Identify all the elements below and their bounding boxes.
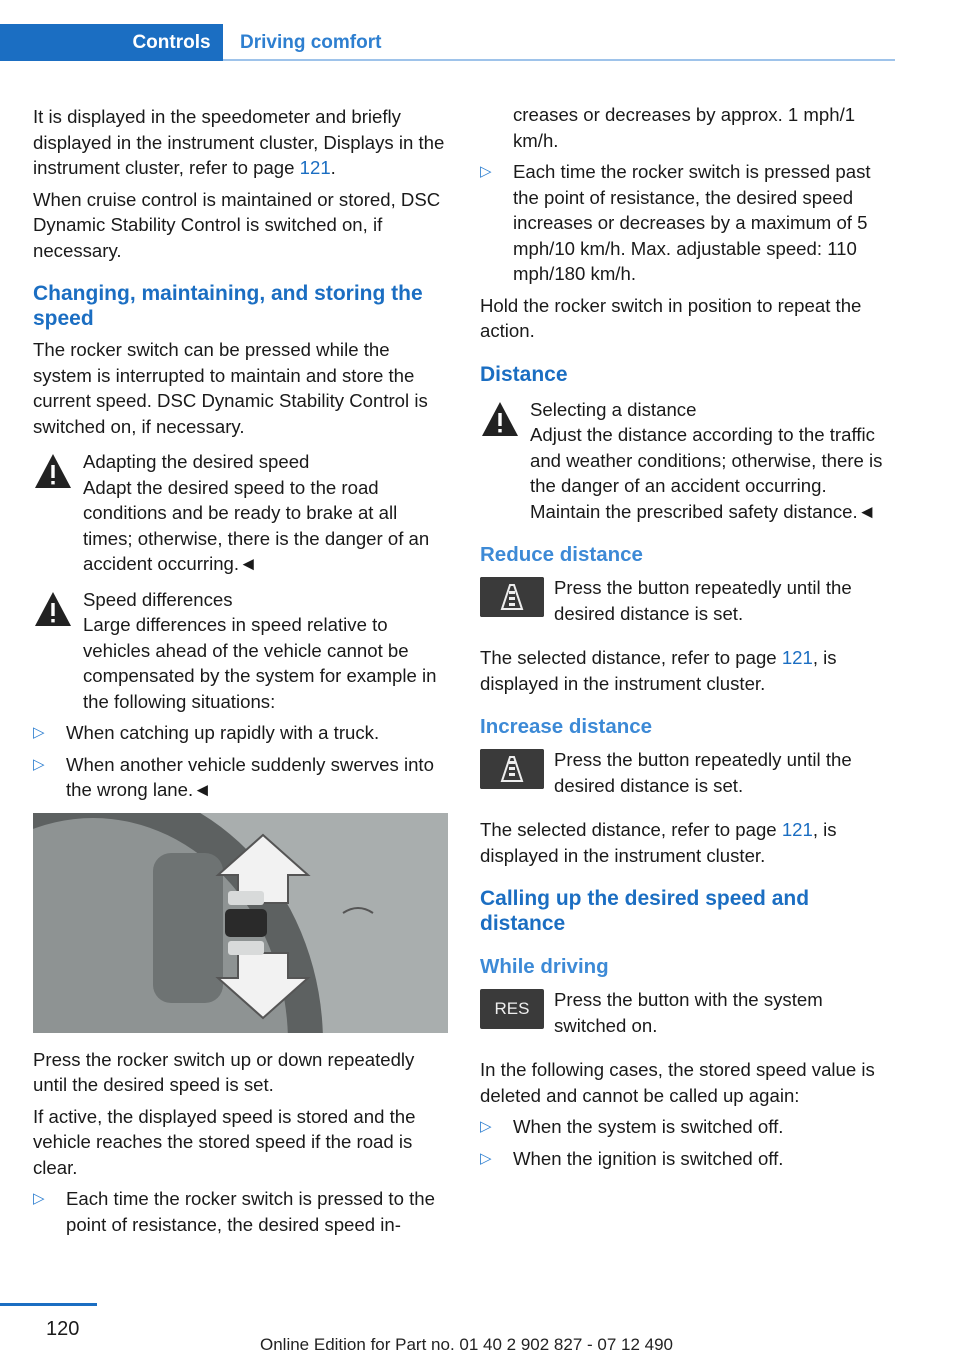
paragraph: When cruise control is maintained or stored, DSC Dynamic Stability Control is switched on, if necessary. bbox=[33, 188, 441, 261]
triangle-bullet-icon: ▷ bbox=[33, 724, 45, 741]
page-link[interactable]: 121 bbox=[299, 157, 331, 178]
paragraph bbox=[480, 817, 898, 868]
warning-title: Adapting the desired speed bbox=[83, 451, 310, 472]
triangle-bullet-icon: ▷ bbox=[480, 1149, 492, 1167]
triangle-bullet-icon: ▷ bbox=[33, 755, 45, 773]
warning-icon bbox=[33, 589, 73, 629]
list-item bbox=[33, 752, 451, 803]
list-item bbox=[33, 1186, 451, 1237]
warning-block bbox=[33, 449, 451, 577]
res-block bbox=[480, 987, 898, 1043]
warning-block bbox=[33, 587, 451, 715]
list-item bbox=[480, 1146, 898, 1172]
paragraph bbox=[33, 104, 451, 181]
paragraph: If active, the displayed speed is stored and the vehicle reaches the stored speed if the road is clear. bbox=[33, 1105, 416, 1178]
header-rule bbox=[223, 59, 895, 61]
bullet-list bbox=[480, 159, 898, 287]
list-item bbox=[33, 720, 451, 746]
text: The selected distance, refer to page bbox=[480, 647, 782, 668]
paragraph: The rocker switch can be pressed while the system is interrupted to maintain and store the current speed. DSC Dynamic Stability Control is switched on, if necessary. bbox=[33, 339, 428, 437]
increase-distance-button-icon bbox=[480, 749, 544, 789]
list-item bbox=[480, 1114, 898, 1140]
paragraph bbox=[480, 645, 898, 696]
subsection-heading: Reduce distance bbox=[480, 543, 643, 566]
page-link[interactable]: 121 bbox=[781, 647, 813, 668]
section-heading: Distance bbox=[480, 362, 568, 386]
reduce-distance-button-icon bbox=[480, 577, 544, 617]
bullet-list bbox=[33, 720, 451, 803]
button-description: Press the button repeatedly until the desired distance is set. bbox=[554, 577, 852, 624]
rocker-switch-illustration bbox=[33, 813, 448, 1033]
section-heading: Calling up the desired speed and distance bbox=[480, 887, 810, 935]
warning-icon bbox=[33, 451, 73, 491]
right-column bbox=[480, 102, 898, 1177]
text: . bbox=[330, 157, 336, 178]
bullet-list bbox=[33, 1186, 451, 1237]
warning-title: Selecting a distance bbox=[530, 398, 697, 420]
bullet-list bbox=[480, 1114, 898, 1171]
paragraph: In the following cases, the stored speed value is deleted and cannot be called up again: bbox=[480, 1059, 875, 1106]
increase-distance-block bbox=[480, 747, 898, 803]
tab-driving-comfort[interactable]: Driving comfort bbox=[240, 32, 382, 53]
steering-wheel-photo bbox=[33, 813, 448, 1033]
text: When the ignition is switched off. bbox=[513, 1147, 784, 1169]
triangle-bullet-icon: ▷ bbox=[480, 163, 492, 180]
text: , is displayed in the instrument cluster. bbox=[480, 647, 837, 694]
reduce-distance-block bbox=[480, 575, 898, 631]
text: Each time the rocker switch is pressed to the point of resistance, the desired speed in- bbox=[66, 1188, 435, 1235]
triangle-bullet-icon: ▷ bbox=[480, 1118, 492, 1135]
warning-body: Adapt the desired speed to the road conditions and be ready to brake at all times; otherwise, there is the danger of an accident occurring.◄ bbox=[83, 476, 430, 574]
section-heading: Changing, maintaining, and storing the speed bbox=[33, 282, 423, 330]
left-column bbox=[33, 104, 451, 1243]
text: When catching up rapidly with a truck. bbox=[66, 722, 380, 743]
continued-text: creases or decreases by approx. 1 mph/1 km/h. bbox=[513, 104, 856, 151]
list-item bbox=[480, 159, 898, 287]
page-number: 120 bbox=[46, 1318, 80, 1340]
button-description: Press the button repeatedly until the desired distance is set. bbox=[554, 749, 852, 796]
text: The selected distance, refer to page bbox=[480, 819, 782, 840]
subsection-heading: While driving bbox=[480, 955, 609, 978]
warning-icon bbox=[480, 399, 520, 439]
tab-controls[interactable]: Controls bbox=[132, 32, 211, 53]
warning-title: Speed differences bbox=[83, 588, 233, 610]
triangle-bullet-icon: ▷ bbox=[33, 1190, 45, 1207]
subsection-heading: Increase distance bbox=[480, 715, 653, 738]
paragraph: Hold the rocker switch in position to repeat the action. bbox=[480, 294, 862, 341]
footer-rule bbox=[0, 1303, 97, 1306]
text: When another vehicle suddenly swerves into the wrong lane.◄ bbox=[66, 753, 434, 800]
button-description: Press the button with the system switched on. bbox=[554, 989, 823, 1036]
edition-line: Online Edition for Part no. 01 40 2 902 827 - 07 12 490 bbox=[260, 1335, 674, 1354]
warning-body: Large differences in speed relative to vehicles ahead of the vehicle cannot be compensated by the system for example in the following situations: bbox=[83, 614, 437, 712]
text: , is displayed in the instrument cluster. bbox=[480, 819, 837, 866]
paragraph: Press the rocker switch up or down repeatedly until the desired speed is set. bbox=[33, 1048, 415, 1095]
warning-body: Adjust the distance according to the traffic and weather conditions; otherwise, there is the danger of an accident occurring. Maintain the prescribed safety distance.◄ bbox=[530, 424, 883, 522]
text: When the system is switched off. bbox=[513, 1116, 784, 1137]
text: It is displayed in the speedometer and briefly displayed in the instrument cluster, Displays in the instrument cluster, refer to page bbox=[33, 106, 445, 178]
warning-block bbox=[480, 397, 898, 525]
page-link[interactable]: 121 bbox=[781, 819, 813, 840]
res-button-icon: RES bbox=[480, 989, 544, 1029]
text: Each time the rocker switch is pressed past the point of resistance, the desired speed increases or decreases by a maximum of 5 mph/10 km/h. Max. adjustable speed: 110 mph/180 km/h. bbox=[513, 161, 871, 284]
